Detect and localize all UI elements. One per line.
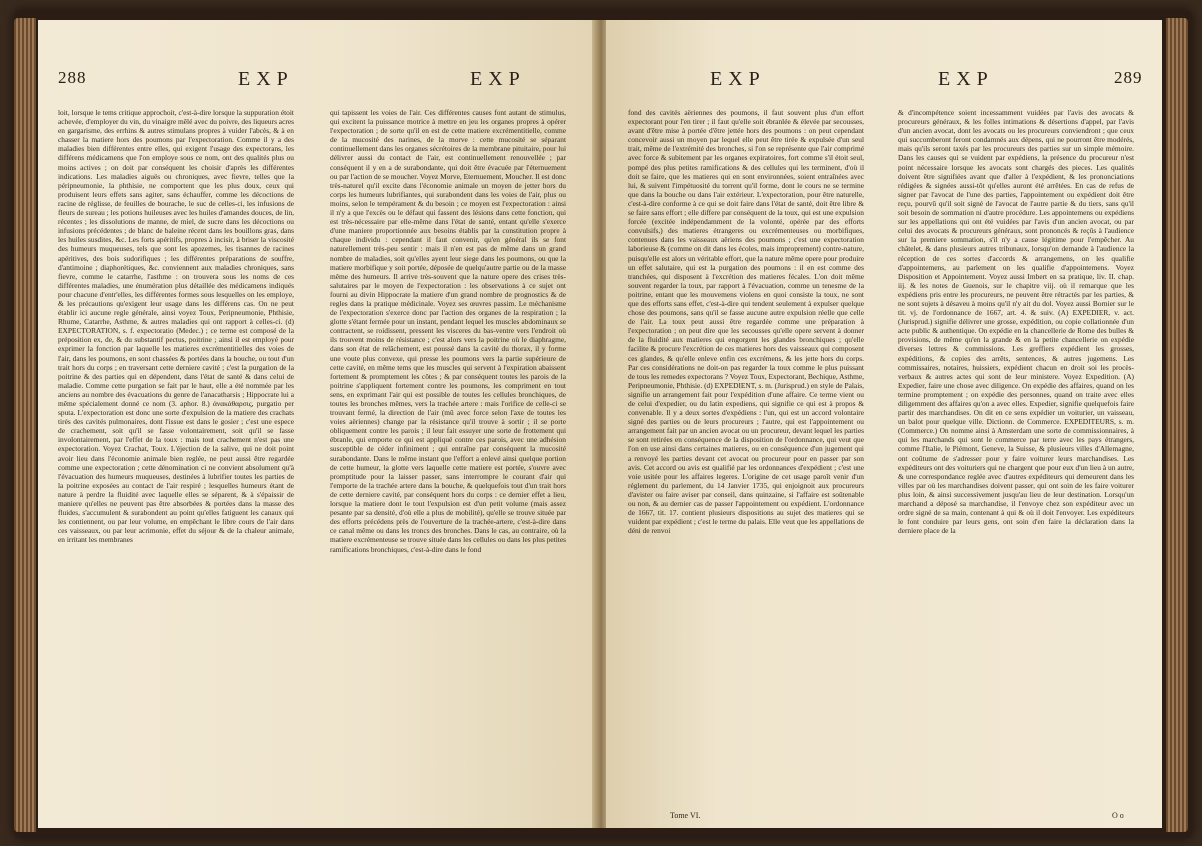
right-page-edges xyxy=(1166,18,1188,832)
left-page-column-2: qui tapissent les voies de l'air. Ces différentes causes font autant de stimulus, qui excitent la puissance motrice à mettre en jeu les organes propres à opérer l'expectoration ; de sorte qu'il en est de cette matiere excrémentitielle, comme de la mucosité des narines, de la morve : cette mucosité se séparant continuellement dans les organes sécrétoires de la membrane pituitaire, pour lui délivrer aussi du contact de l'air, est continuellement renouvellée ; par conséquent il y en a de surabondante, qui doit être évacuée par l'éternuement ou par l'action de se moucher. Voyez Morve, Eternuement, Moucher. Il est donc très-naturel qu'il excite dans l'économie animale un moyen de jetter hors du corps les humeurs lubrifiantes, qui surabondent dans les voies de l'air, plus ou moins, selon le tempérament & du besoin ; ce moyen est l'expectoration : ainsi il n'y a que l'excès ou le défaut qui fassent des lésions dans cette fonction, qui est très-nécessaire par elle-même dans l'état de santé, entant qu'elle s'exerce d'une maniere proportionnée aux besoins établis par la constitution propre à chaque individu : cependant il faut convenir, qu'en général ils se font naturellement très-peu sentir : mais il n'en est pas de même dans un grand nombre de maladies, soit qu'elles ayent leur siege dans les poumons, ou que la matiere morbifique y soit portée, déposée de quelqu'autre partie ou de la masse même des humeurs. Il arrive très-souvent que la nature opere des crises très-salutaires par le moyen de l'expectoration : les observations à ce sujet ont fourni au divin Hippocrate la matiere d'un grand nombre de prognostics & de regles dans la pratique médicinale. Voyez ses œuvres passim. Le méchanisme de l'expectoration s'exerce donc par l'action des organes de la respiration ; la glotte s'étant fermée pour un instant, pendant lequel les muscles abdominaux se contractent, se roidissent, pressent les visceres du bas-ventre vers l'endroit où ils trouvent moins de résistance ; c'est alors vers la poitrine où le diaphragme, dans son état de relâchement, est poussé dans la cavité du thorax, il y forme une voute plus convexe, qui presse les poumons vers la partie supérieure de cette cavité, en même tems que les muscles qui servent à l'expiration abaissent fortement & promptement les côtes ; & par conséquent toutes les parois de la poitrine s'appliquent fortement contre les poumons, les compriment en tout sens, en exprimant l'air qui est possible de toutes les cellules bronchiques, de toutes les bronches mêmes, vers la trachée artere : mais l'orifice de celle-ci se trouvant fermé, la direction de l'air (mû avec force selon l'axe de toutes les voies aëriennes) change par la résistance qu'il trouve à sortir ; il se porte obliquement contre les parois ; il leur fait essuyer une sorte de frottement qui ébranle, qui emporte ce qui est appliqué contre ces parois, avec une adhésion susceptible de céder infiniment ; qui entraîne par conséquent la mucosité surabondante. Dans le même instant que l'effort a enlevé ainsi quelque portion de cette humeur, la glotte vers laquelle cette matiere est portée, s'ouvre avec promptitude pour la laisser passer, sans interrompre le courant d'air qui l'emporte de la trachée artere dans la bouche, & quelquefois tout d'un trait hors de cette derniere cavité, par conséquent hors du corps : ce dernier effet a lieu, lorsque la matiere dont le tout l'expulsion est d'un petit volume (mais assez pesante par sa densité, d'où elle a plus de mobilité), qu'elle se trouve située par des efforts précédens près de l'ouverture de la trachée-artere, c'est-à-dire dans ce canal même ou dans les troncs des bronches. Dans le cas, au contraire, où la matiere excrémenteuse se trouve située dans les cellules ou dans les plus petites ramifications bronchiques, c'est-à-dire dans le fond xyxy=(330,108,566,554)
right-head-word-2: EXP xyxy=(938,68,994,90)
signature-mark: O o xyxy=(1112,811,1124,820)
left-head-word-2: EXP xyxy=(470,68,526,90)
page-number-right: 289 xyxy=(1114,68,1143,87)
right-head-word-1: EXP xyxy=(710,68,766,90)
right-page xyxy=(606,20,1162,828)
left-page-edges xyxy=(14,18,36,832)
left-page xyxy=(38,20,598,828)
right-page-column-1: fond des cavités aëriennes des poumons, il faut souvent plus d'un effort expectorant pour l'en tirer ; il faut qu'elle soit ébranlée & élevée par secousses, avant d'être mise à portée d'être jettée hors des poumons : on peut cependant concevoir aussi un moyen par lequel elle peut être tirée & expulsée d'un seul trait, même de l'extrémité des bronches, si l'on se représente que l'air comprimé avec force & subitement par les organes expiratoires, fort comme s'il étoit seul, pompé des plus petites ramifications & des cellules qui les terminent, d'où il doit se faire, que les matieres qui en sont environnées, soient entraînées avec lui, & suivent l'impétuosité du torrent qu'il forme, dont le cours ne se termine que dans la bouche ou dans l'air extérieur. L'expectoration, pour être naturelle, c'est-à-dire conforme à ce qui se doit faire dans l'état de santé, doit être libre & se faire sans effort ; elle differe par conséquent de la toux, qui est une expulsion forcée (excitée indépendamment de la volonté, opérée par des efforts convulsifs,) des matieres étrangeres ou excrémenteuses ou morbifiques, contenues dans les vaisseaux aëriens des poumons ; c'est une expectoration laborieuse & (comme on dit dans les écoles, mais improprement) contre-nature, puisqu'elle est alors un véritable effort, que la nature même opere pour produire un effet salutaire, qui est la purgation des poumons : il en est comme des tranchées, qui disposent à l'excrétion des matieres fécales. L'on doit même souvent regarder la toux, par rapport à l'évacuation, comme un tenesme de la poitrine, entant que les mouvemens violens en quoi consiste la toux, ne sont que des efforts sans effet, c'est-à-dire qui tendent seulement à expulser quelque chose des poumons, sans qu'il se fasse aucune autre expulsion réelle que celle de l'air. La toux peut aussi être regardée comme une préparation à l'expectoration ; on peut dire que les secousses qu'elle opere servent à donner de la fluidité aux matieres qui engorgent les glandes bronchiques ; qu'elle facilite & procure l'excrétion de ces matieres hors des vaisseaux qui composent ces glandes, & qu'elle enleve enfin ces excrémens, & les jette hors du corps. Par ces considérations ne doit-on pas regarder la toux comme le plus puissant de tous les remedes expectorans ? Voyez Toux, Expectorant, Bechique, Asthme, Peripneumonie, Phthisie. (d) EXPEDIENT, s. m. (Jurisprud.) en style de Palais, signifie un arrangement fait pour l'expédition d'une affaire. Ce terme vient ou de celui d'expedier, ou du latin expediens, qui signifie ce qui est à propos & convenable. Il y a deux sortes d'expédiens : l'un, qui est un accord volontaire signé des parties ou de leurs procureurs ; l'autre, qui est l'appointement ou arrangement fait par un ancien avocat ou un procureur, devant lequel les parties se sont retirées en conséquence de la disposition de l'ordonnance, qui veut que l'on en use ainsi dans certaines matieres, ou en conséquence d'un jugement qui a renvoyé les parties devant cet avocat ou procureur pour en passer par son avis. Cet accord ou avis est qualifié par les ordonnances d'expédient ; c'est une voie usitée pour les affaires legeres. L'origine de cet usage paroît venir d'un réglement du parlement, du 14 Janvier 1735, qui enjoignoit aux procureurs d'avister ou faire aviser par conseil, dans quinzaine, si l'affaire est soûtenable ou non, & au dernier cas de passer l'appointement ou expédient. L'ordonnance de 1667, tit. 17. contient plusieurs dispositions au sujet des matieres qui se vuident par expédient ; c'est le terme du palais. Elle veut que les appellations de déni de renvoi xyxy=(628,108,864,536)
left-page-column-1: loit, lorsque le tems critique approchoit, c'est-à-dire lorsque la suppuration étoit achevée, d'employer du vin, du vinaigre mêlé avec du poivre, des liqueurs acres en gargarisme, des errhins & autres stimulans propres à vuider l'abcès, & à en chasser la matiere hors des poumons par l'expectoration. Comme il y a des maladies bien différentes entre elles, qui exigent l'usage des expectorans, les différens médicamens que l'on employe sous ce nom, ont des qualités plus ou moins actives ; on doit par conséquent les choisir d'après les différentes indications. Les maladies aiguës ou chroniques, avec fievre, telles que la péripneumonie, la phthisie, ne comportent que les plus doux, ceux qui produisent leurs effets sans agiter, sans échauffer, comme les décoctions de racine de réglisse, de feuilles de bourache, le suc de celles-ci, les infusions de fleurs de sureau ; les potions huileuses avec les huiles d'amandes douces, de lin, récentes ; les dissolutions de manne, de miel, de sucre dans les décoctions ou infusions précédentes ; de blanc de baleine récent dans les bouillons gras, dans les huiles susdites, &c. Les forts apéritifs, propres à incisir, à briser la viscosité des humeurs muqueuses, tels que sont les apozemes, les tisannes de racines apéritives, des bois sudorifiques ; les différentes préparations de souffre, d'antimoine ; diaphorétiques, &c. conviennent aux maladies chroniques, sans fievre, comme le catarrhe, l'asthme : on trouvera sous les noms de ces différentes maladies, une énumération plus détaillée des médicamens indiqués pour chacune d'entr'elles, les différentes formes sous lesquelles on les employe, & les précautions qu'exigent leur usage dans les différens cas. On ne peut établir ici aucune regle générale, ainsi voyez Toux, Peripneumonie, Phthisie, Rhume, Catarrhe, Asthme, & autres maladies qui ont rapport à celles-ci. (d) EXPECTORATION, s. f. expectoratio (Medec.) ; ce terme est composé de la préposition ex, de, & du substantif pectus, poitrine ; ainsi il est employé pour exprimer la fonction par laquelle les matieres excrémentitielles des voies de l'air, dans les poumons, en sont chassées & portées dans la bouche, ou tout d'un trait hors du corps ; en traversant cette derniere cavité ; c'est la purgation de la poitrine & des parties qui en dépendent, dans l'état de santé & dans celui de maladie. Comme cette purgation se fait par le haut, elle a été nommée par les anciens au nombre des évacuations du genre de l'anacatharsis ; Hippocrate lui a même spécialement donné ce nom (3. aphor. 8.) ἀνακάθαρσις, purgatio per sputa. L'expectoration est donc une sorte d'expulsion de la matiere des crachats tirés des cavités pulmonaires, dont l'issue est dans le gosier ; c'est une espece de crachement, soit qu'il se fasse volontairement, soit qu'il se fasse involontairement, par l'effet de la toux : mais tout crachement n'est pas une expectoration. Voyez Crachat, Toux. L'éjection de la salive, qui ne doit point avoir lieu dans l'économie animale bien reglée, ne peut aussi être regardée comme une expectoration ; cette dénomination ci ne convient absolument qu'à l'évacuation des humeurs muqueuses, destinées à lubrifier toutes les parties de la poitrine exposées au contact de l'air respiré ; lesquelles humeurs étant de nature à perdre la fluidité avec laquelle elles se séparent, & à s'épaissir de maniere qu'elles ne peuvent pas être absorbées & portées dans la masse des fluides, s'accumulent & surabondent au point qu'elles fatiguent les canaux qui les contiennent, ou par leur volume, en empêchant le libre cours de l'air dans ces vaisseaux, ou par leur acrimonie, effet du séjour & de la chaleur animale, en irritant les membranes xyxy=(58,108,294,545)
right-page-column-2: & d'incompétence soient incessamment vuidées par l'avis des avocats & procureurs généraux, & les folles intimations & désertions d'appel, par l'avis d'un ancien avocat, dont les avocats ou les procureurs conviendront ; que ceux qui succomberont feront condamnés aux dépens, qui ne pourront être modérés, mais qu'ils seront taxés par les procureurs des parties sur un simple mémoire. Dans les causes qui se vuident par expédiens, la présence du procureur n'est point nécessaire lorsque les avocats sont chargés des pieces. Les qualités doivent être signifiées avant que d'aller à l'expédient, & les prononciations rédigées & signées aussi-tôt qu'elles auront été arrêtées. En cas de refus de signer par l'avocat de l'une des parties, l'appointement ou expédient doit être reçu, pourvû qu'il soit signé de l'avocat de l'autre partie & du tiers, sans qu'il soit besoin de sommation ni d'autre procédure. Les appointemens ou expédiens sur les appellations qui ont été vuidées par l'avis d'un ancien avocat, ou par celui des avocats & procureurs généraux, sont prononcés & reçûs à l'audience sur la premiere sommation, s'il n'y a cause légitime pour l'empêcher. Au châtelet, & dans plusieurs autres tribunaux, lorsqu'on demande à l'audience la réception de ces sortes d'accords & arrangemens, on les qualifie d'appointemens, au parlement on les qualifie d'appointemens. Voyez Disposition et Appointement. Voyez aussi Imbert en sa pratique, liv. II. chap. iij. & les notes de Guenois, sur le chapitre viij. où il remarque que les expédiens pris entre les procureurs, ne peuvent être rétractés par les parties, & ne sont sujets à désaveu à moins qu'il n'y ait du dol. Voyez aussi Bornier sur le tit. vj. de l'ordonnance de 1667, art. 4. & suiv. (A) EXPEDIER, v. act. (Jurisprud.) signifie délivrer une grosse, expédition, ou copie collationnée d'un acte public & authentique. On expédie en la chancellerie de Rome des bulles & provisions, de même qu'en la grande & en la petite chancellerie on expédie diverses lettres & commissions. Les greffiers expédient les grosses, expéditions, & copies des arrêts, sentences, & autres jugemens. Les commissaires, notaires, huissiers, expédient chacun en droit soi les procès-verbaux & autres actes qui sont de leur ministere. Voyez Expedition. (A) Expedier, faire une chose avec diligence. On expédie des affaires, quand on les termine promptement ; on expédie des personnes, quand on traite avec elles diligemment des affaires qu'on a avec elles. Expedier, signifie quelquefois faire partir des marchandises. On dit en ce sens expédier un voiturier, un vaisseau, un balot pour quelque ville. Dictionn. de Commerce. EXPEDITEURS, s. m. (Commerce.) On nomme ainsi à Amsterdam une sorte de commissionnaires, à qui les marchands qui sont le commerce par terre avec les pays étrangers, comme l'Italie, le Piémont, Geneve, la Suisse, & plusieurs villes d'Allemagne, ont coûtume de s'adresser pour y faire voiturer leurs marchandises. Les expéditeurs ont des voituriers qui ne chargent que pour eux d'un lieu à un autre, & une correspondance reglée avec d'autres expéditeurs qui demeurent dans les villes par où les marchandises doivent passer, qui ont soin de les faire voiturer plus loin, & ainsi successivement jusqu'au lieu de leur destination. Lorsqu'un marchand a déposé sa marchandise, il l'envoye chez son expéditeur avec un ordre signé de sa main, contenant à qui & où il doit l'envoyer. Les expéditeurs le font conduire par leurs gens, ont soin d'en faire la déclaration dans la derniere place de la xyxy=(898,108,1134,536)
left-running-head xyxy=(38,68,598,98)
volume-label: Tome VI. xyxy=(670,811,701,820)
page-number-left: 288 xyxy=(58,68,87,87)
right-running-head xyxy=(606,68,1162,98)
left-head-word-1: EXP xyxy=(238,68,294,90)
